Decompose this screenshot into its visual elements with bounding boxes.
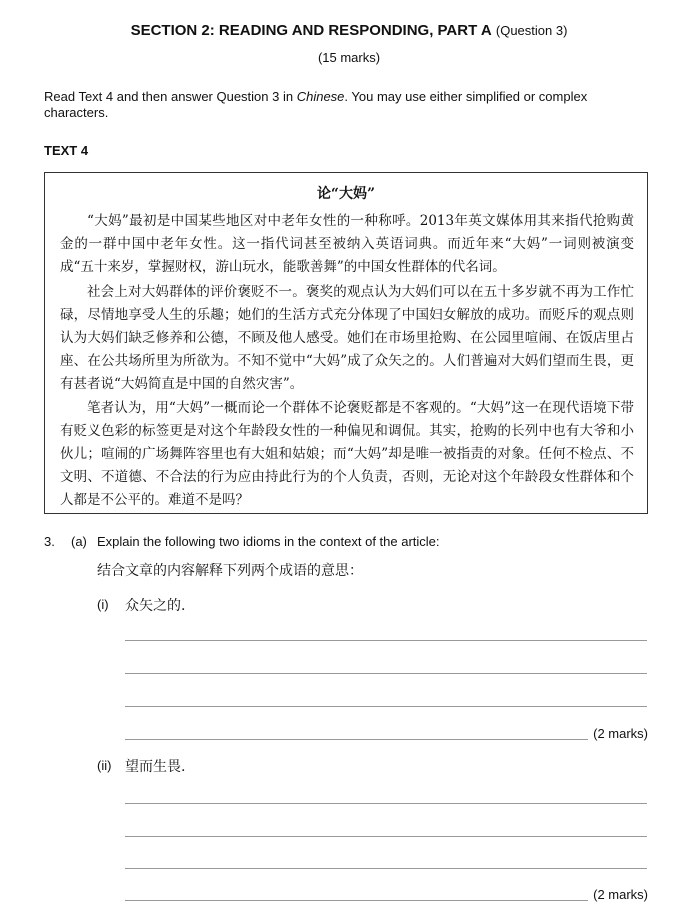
question-text-chinese: 结合文章的内容解释下列两个成语的意思： [97, 563, 363, 579]
question-reference: (Question 3) [495, 23, 568, 38]
text-label: TEXT 4 [44, 143, 89, 158]
answer-line[interactable] [125, 739, 588, 740]
question-number: 3. [44, 534, 55, 549]
question-part: (a) [71, 534, 87, 549]
answer-line[interactable] [125, 836, 647, 837]
answer-line[interactable] [125, 706, 647, 707]
section-marks: (15 marks) [317, 50, 381, 65]
subquestion-idiom-ii: 望而生畏. [125, 759, 186, 775]
article-title: 论“大妈” [316, 186, 376, 202]
answer-line[interactable] [125, 803, 647, 804]
instructions: Read Text 4 and then answer Question 3 in Chinese. You may use either simplified or complex characters. [44, 89, 588, 120]
article-paragraph-2: 社会上对大妈群体的评价褒贬不一。褒奖的观点认为大妈们可以在五十多岁就不再为工作忙碌，尽情地享受人生的乐趣；她们的生活方式充分体现了中国妇女解放的成功。而贬斥的观点则认为大妈们缺乏修养和公德，不顾及他人感受。她们在市场里抢购、在公园里喧闹、在饭店里占座、在公共场所里为所欲为。不知不觉中“大妈”成了众矢之的。人们普遍对大妈们望而生畏，更有甚者说“大妈简直是中国的自然灾害”。 [60, 284, 634, 392]
answer-line[interactable] [125, 640, 647, 641]
article-paragraph-1: “大妈”最初是中国某些地区对中老年女性的一种称呼。2013年英文媒体用其来指代抢购黄金的一群中国中老年女性。这一指代词甚至被纳入英语词典。而近年来“大妈”一词则被演变成“五十来岁，掌握财权，游山玩水，能歌善舞”的中国女性群体的代名词。 [60, 213, 634, 275]
answer-line[interactable] [125, 868, 647, 869]
subquestion-idiom-i: 众矢之的. [125, 598, 186, 614]
answer-line[interactable] [125, 900, 588, 901]
article-paragraph-3: 笔者认为，用“大妈”一概而论一个群体不论褒贬都是不客观的。“大妈”这一在现代语境下带有贬义色彩的标签更是对这个年龄段女性的一种偏见和调侃。其实，抢购的长列中也有大爷和小伙儿；喧闹的广场舞阵容里也有大姐和姑娘；而“大妈”却是唯一被指责的对象。任何不检点、不文明、不道德、不合法的行为应由持此行为的个人负责，否则，无论对这个年龄段女性群体和个人都是不公平的。难道不是吗？ [60, 400, 634, 508]
question-text-english: Explain the following two idioms in the context of the article: [97, 534, 440, 549]
subquestion-label-i: (i) [97, 597, 109, 612]
section-title: SECTION 2: READING AND RESPONDING, PART A [130, 22, 492, 39]
subquestion-label-ii: (ii) [97, 758, 112, 773]
article-box [44, 172, 648, 514]
subquestion-marks-ii: (2 marks) [593, 887, 648, 902]
instruction-language: Chinese [296, 89, 345, 104]
section-heading [0, 22, 698, 39]
answer-line[interactable] [125, 673, 647, 674]
subquestion-marks-i: (2 marks) [593, 726, 648, 741]
